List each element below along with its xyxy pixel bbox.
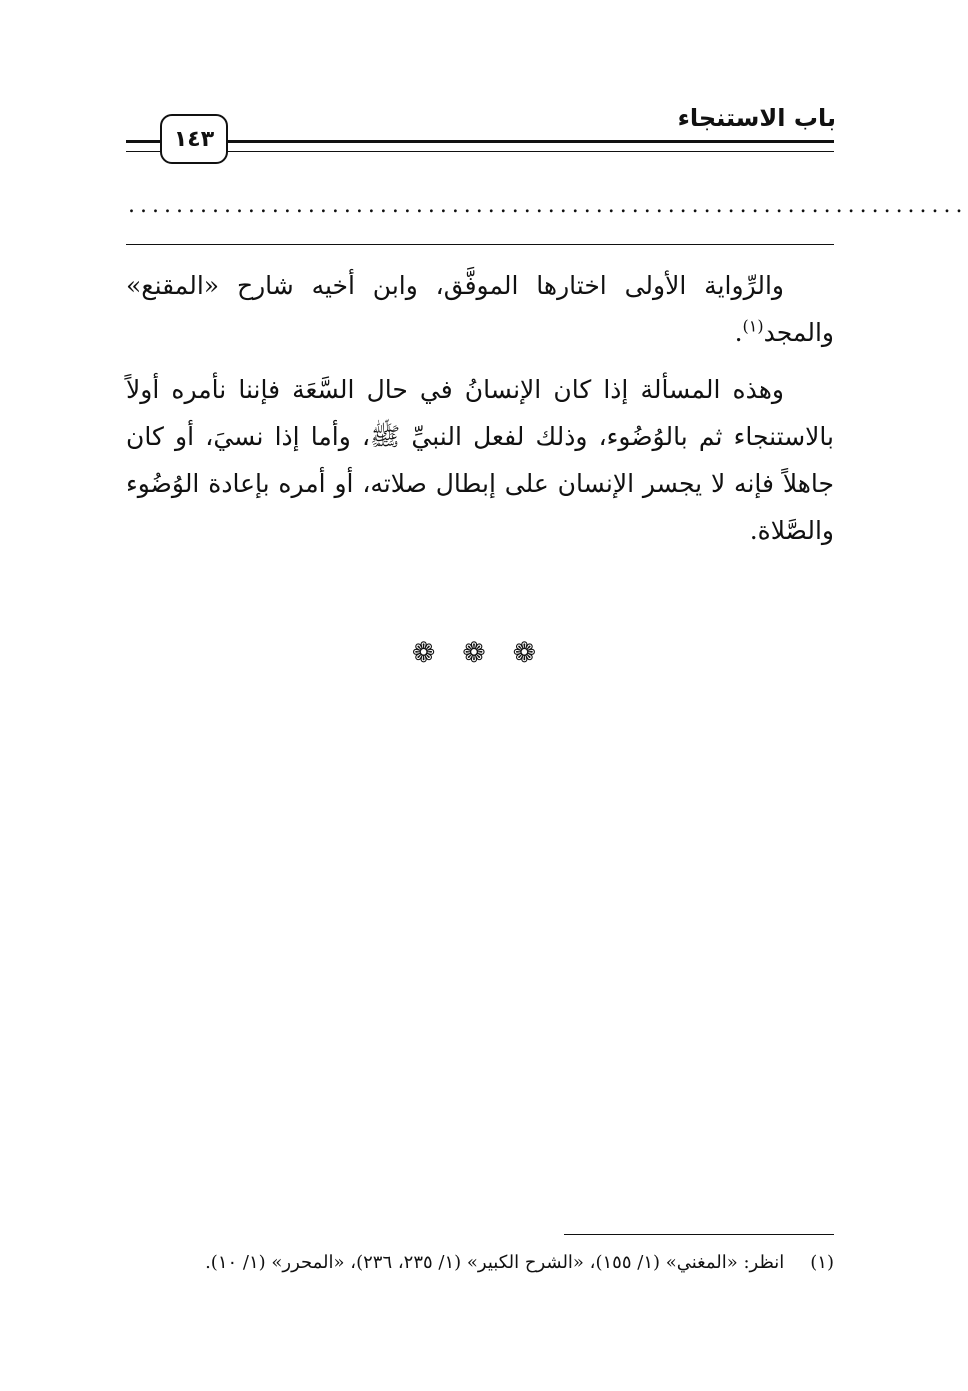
footnote-number: (١): [810, 1252, 834, 1273]
footnote-reference[interactable]: (١): [742, 316, 764, 336]
main-text: [126, 262, 834, 564]
paragraph-1: [126, 262, 834, 356]
footnote-rule: [564, 1234, 834, 1235]
paragraph-2: وهذه المسألة إذا كان الإنسانُ في حال السَّعَة فإننا نأمره أولاً بالاستنجاء ثم بالوُضُوء، وذلك لفعل النبيِّ ﷺ، وأما إذا نسيَ، أو كان جاهلاً فإنه لا يجسر الإنسان على إبطال صلاته، أو أمره بإعادة الوُضُوء والصَّلاة.: [126, 375, 834, 545]
footnote-text: انظر: «المغني» (١/ ١٥٥)، «الشرح الكبير» (١/ ٢٣٥، ٢٣٦)، «المحرر» (١/ ١٠).: [205, 1252, 785, 1273]
section-end-ornament: ❁ ❁ ❁: [411, 636, 537, 669]
header-double-rule: [126, 140, 834, 152]
page-number: ١٤٣: [160, 114, 228, 164]
dotted-separator: ......................................................................: [128, 193, 968, 218]
footnote: [126, 1248, 834, 1278]
section-rule: [126, 244, 834, 245]
paragraph-1-end: .: [734, 318, 743, 347]
chapter-title: باب الاستنجاء: [677, 104, 836, 132]
paragraph-1-text: والرِّواية الأولى اختارها الموفَّق، وابن أخيه شارح «المقنع» والمجد: [126, 271, 834, 347]
